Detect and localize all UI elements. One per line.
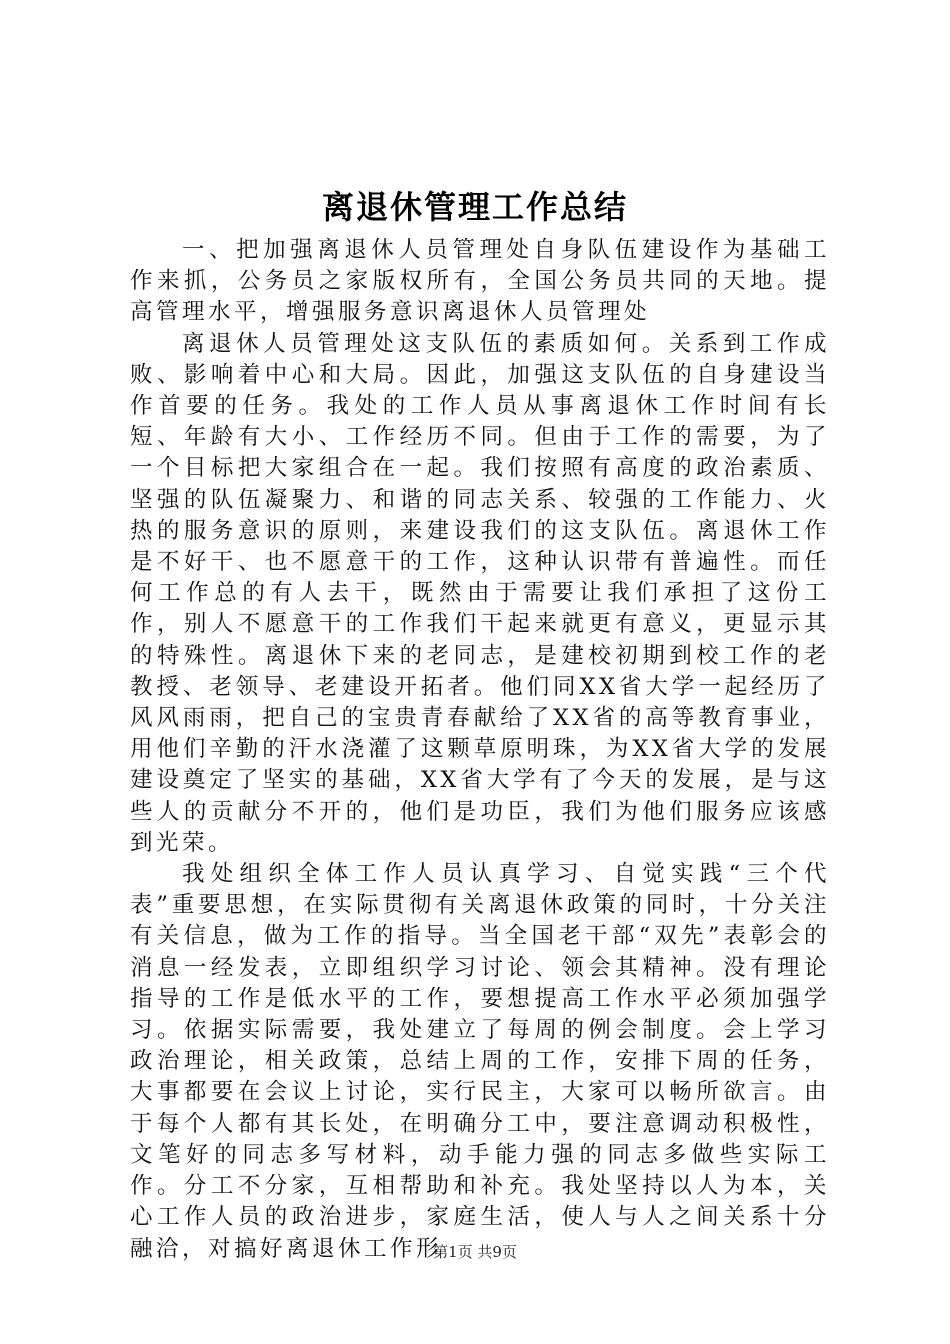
paragraph-1: 一、把加强离退休人员管理处自身队伍建设作为基础工作来抓，公务员之家版权所有，全国公务员共同的天地。提高管理水平，增强服务意识离退休人员管理处: [130, 237, 830, 326]
document-title: 离退休管理工作总结: [321, 188, 628, 226]
document-body: [130, 235, 830, 1265]
paragraph-3: 我处组织全体工作人员认真学习、自觉实践“三个代表”重要思想，在实际贯彻有关离退休政策的同时，十分关注有关信息，做为工作的指导。当全国老干部“双先”表彰会的消息一经发表，立即组织学习讨论、领会其精神。没有理论指导的工作是低水平的工作，要想提高工作水平必须加强学习。依据实际需要，我处建立了每周的例会制度。会上学习政治理论，相关政策，总结上周的工作，安排下周的任务，大事都要在会议上讨论，实行民主，大家可以畅所欲言。由于每个人都有其长处，在明确分工中，要注意调动积极性，文笔好的同志多写材料，动手能力强的同志多做些实际工作。分工不分家，互相帮助和补充。我处坚持以人为本，关心工作人员的政治进步，家庭生活，使人与人之间关系十分融洽，对搞好离退休工作形: [130, 861, 830, 1262]
paragraph-2: 离退休人员管理处这支队伍的素质如何。关系到工作成败、影响着中心和大局。因此，加强这支队伍的自身建设当作首要的任务。我处的工作人员从事离退休工作时间有长短、年龄有大小、工作经历不同。但由于工作的需要，为了一个目标把大家组合在一起。我们按照有高度的政治素质、坚强的队伍凝聚力、和谐的同志关系、较强的工作能力、火热的服务意识的原则，来建设我们的这支队伍。离退休工作是不好干、也不愿意干的工作，这种认识带有普遍性。而任何工作总的有人去干，既然由于需要让我们承担了这份工作，别人不愿意干的工作我们干起来就更有意义，更显示其的特殊性。离退休下来的老同志，是建校初期到校工作的老教授、老领导、老建设开拓者。他们同XX省大学一起经历了风风雨雨，把自己的宝贵青春献给了XX省的高等教育事业，用他们辛勤的汗水浇灌了这颗草原明珠，为XX省大学的发展建设奠定了坚实的基础，XX省大学有了今天的发展，是与这些人的贡献分不开的，他们是功臣，我们为他们服务应该感到光荣。: [130, 330, 830, 856]
page-number-footer: 第1页 共9页: [433, 1243, 517, 1261]
